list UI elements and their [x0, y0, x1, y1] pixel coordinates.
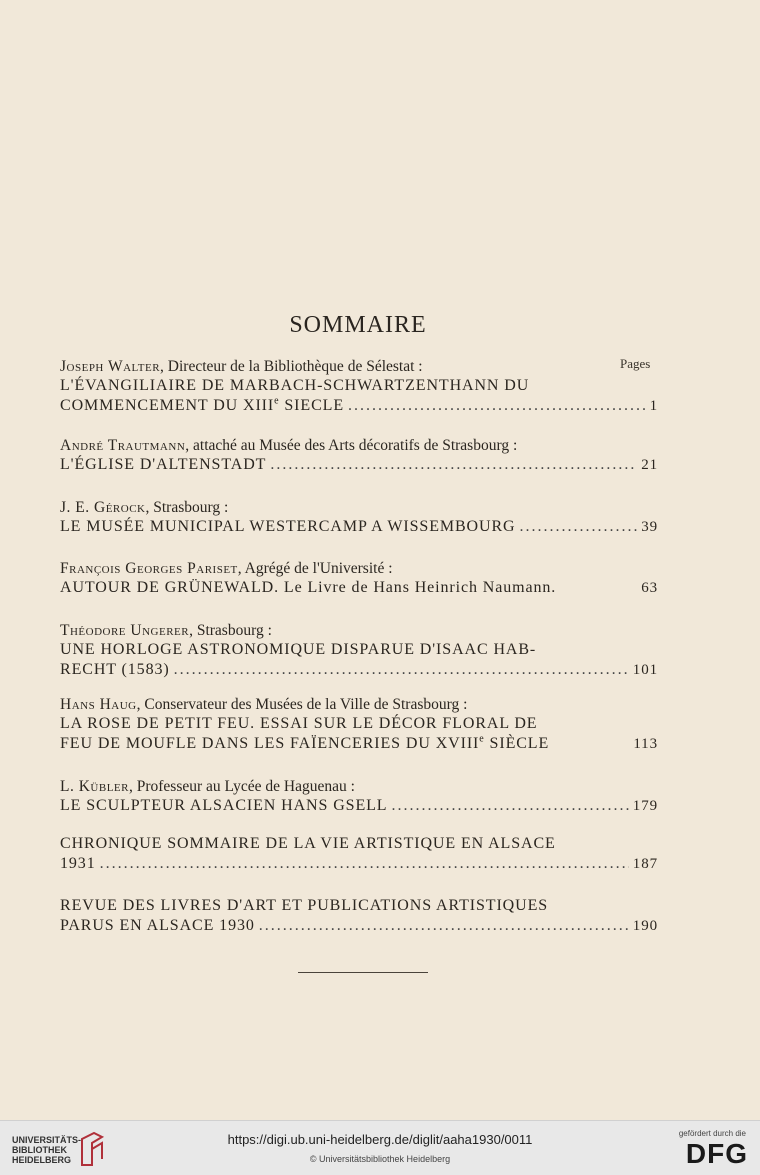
- entry-author: [60, 621, 658, 640]
- permalink-url[interactable]: https://digi.ub.uni-heidelberg.de/diglit/aaha1930/0011: [227, 1132, 533, 1147]
- pages-column-label: Pages: [620, 356, 651, 371]
- entry-title: L'ÉGLISE D'ALTENSTADT: [60, 456, 267, 473]
- page-number: 113: [633, 736, 658, 752]
- entry-title-line: [60, 396, 658, 416]
- entry-title: RECHT (1583): [60, 661, 170, 678]
- author-affiliation: , Directeur de la Bibliothèque de Sélestat :: [160, 358, 423, 375]
- toc-entry-3: [60, 498, 658, 537]
- entry-author: [60, 436, 658, 455]
- author-name: Hans Haug: [60, 696, 137, 713]
- entry-title: LE MUSÉE MUNICIPAL WESTERCAMP A WISSEMBOURG: [60, 518, 516, 535]
- entry-title: UNE HORLOGE ASTRONOMIQUE DISPARUE D'ISAAC HAB-: [60, 641, 537, 658]
- entry-title-line: [60, 854, 658, 874]
- author-name: J. E. Gérock: [60, 499, 146, 516]
- entry-title: REVUE DES LIVRES D'ART ET PUBLICATIONS ARTISTIQUES: [60, 897, 549, 914]
- closing-rule: [298, 972, 428, 973]
- entry-author: [60, 695, 658, 714]
- toc-entry-2: [60, 436, 658, 475]
- author-affiliation: , attaché au Musée des Arts décoratifs de Strasbourg :: [185, 437, 518, 454]
- dfg-logo: DFG: [685, 1138, 748, 1169]
- leader-dots: [100, 854, 629, 874]
- toc-entry-7: [60, 777, 658, 816]
- page-number: 39: [641, 519, 658, 535]
- entry-title-line: [60, 796, 658, 816]
- author-affiliation: , Strasbourg :: [145, 499, 229, 516]
- entry-title: PARUS EN ALSACE 1930: [60, 917, 255, 934]
- entry-title: 1931: [60, 855, 96, 872]
- entry-title-line: [60, 834, 658, 854]
- author-affiliation: , Agrégé de l'Université :: [237, 560, 393, 577]
- toc-entry-5: [60, 621, 658, 680]
- page-number: 1: [649, 398, 658, 414]
- entry-title-line: [60, 517, 658, 537]
- author-affiliation: , Strasbourg :: [189, 622, 272, 639]
- viewer-footer: [0, 1120, 760, 1175]
- entry-author: [60, 777, 658, 796]
- page-title: SOMMAIRE: [289, 312, 427, 338]
- entry-title-line: [60, 578, 658, 598]
- page-number: 179: [632, 798, 658, 814]
- entry-title: COMMENCEMENT DU XIIIe SIECLE: [60, 395, 345, 414]
- author-name: Joseph Walter: [60, 358, 161, 375]
- author-affiliation: , Conservateur des Musées de la Ville de Strasbourg :: [136, 696, 468, 713]
- toc-entry-9: [60, 896, 658, 936]
- library-logo-text: UNIVERSITÄTS- BIBLIOTHEK HEIDELBERG: [12, 1135, 82, 1165]
- page-number: 187: [632, 856, 658, 872]
- author-affiliation: , Professeur au Lycée de Haguenau :: [128, 778, 355, 795]
- entry-title-line: [60, 714, 658, 734]
- entry-title: CHRONIQUE SOMMAIRE DE LA VIE ARTISTIQUE EN ALSACE: [60, 835, 556, 852]
- entry-title: L'ÉVANGILIAIRE DE MARBACH-SCHWARTZENTHANN DU: [60, 377, 530, 394]
- entry-title-line: [60, 376, 658, 396]
- entry-title: FEU DE MOUFLE DANS LES FAÏENCERIES DU XVIIIe SIÈCLE: [60, 733, 550, 752]
- entry-title-line: [60, 660, 658, 680]
- page-number: 101: [632, 662, 658, 678]
- leader-dots: [259, 916, 629, 936]
- page-number: 63: [641, 580, 658, 596]
- toc-entry-4: [60, 559, 658, 598]
- leader-dots: [520, 517, 638, 537]
- entry-author: [60, 559, 658, 578]
- entry-title: LE SCULPTEUR ALSACIEN HANS GSELL: [60, 797, 388, 814]
- toc-entry-6: [60, 695, 658, 754]
- author-name: François Georges Pariset: [60, 560, 238, 577]
- author-name: L. Kübler: [60, 778, 129, 795]
- toc-entry-8: [60, 834, 658, 874]
- entry-title: AUTOUR DE GRÜNEWALD. Le Livre de Hans Heinrich Naumann.: [60, 579, 557, 596]
- entry-title-line: [60, 734, 658, 754]
- entry-title-line: [60, 896, 658, 916]
- leader-dots: [391, 796, 628, 816]
- leader-dots: [174, 660, 629, 680]
- author-name: André Trautmann: [60, 437, 186, 454]
- page-number: 21: [641, 457, 658, 473]
- leader-dots: [270, 455, 637, 475]
- entry-author: [60, 357, 658, 376]
- funding-note: gefördert durch die: [678, 1129, 746, 1138]
- leader-dots: [348, 396, 646, 416]
- entry-title-line: [60, 916, 658, 936]
- entry-title-line: [60, 455, 658, 475]
- copyright-text: © Universitätsbibliothek Heidelberg: [309, 1154, 451, 1164]
- toc-entry-1: [60, 357, 658, 416]
- entry-title: LA ROSE DE PETIT FEU. ESSAI SUR LE DÉCOR FLORAL DE: [60, 715, 538, 732]
- entry-title-line: [60, 640, 658, 660]
- entry-author: [60, 498, 658, 517]
- author-name: Théodore Ungerer: [60, 622, 190, 639]
- page-number: 190: [632, 918, 658, 934]
